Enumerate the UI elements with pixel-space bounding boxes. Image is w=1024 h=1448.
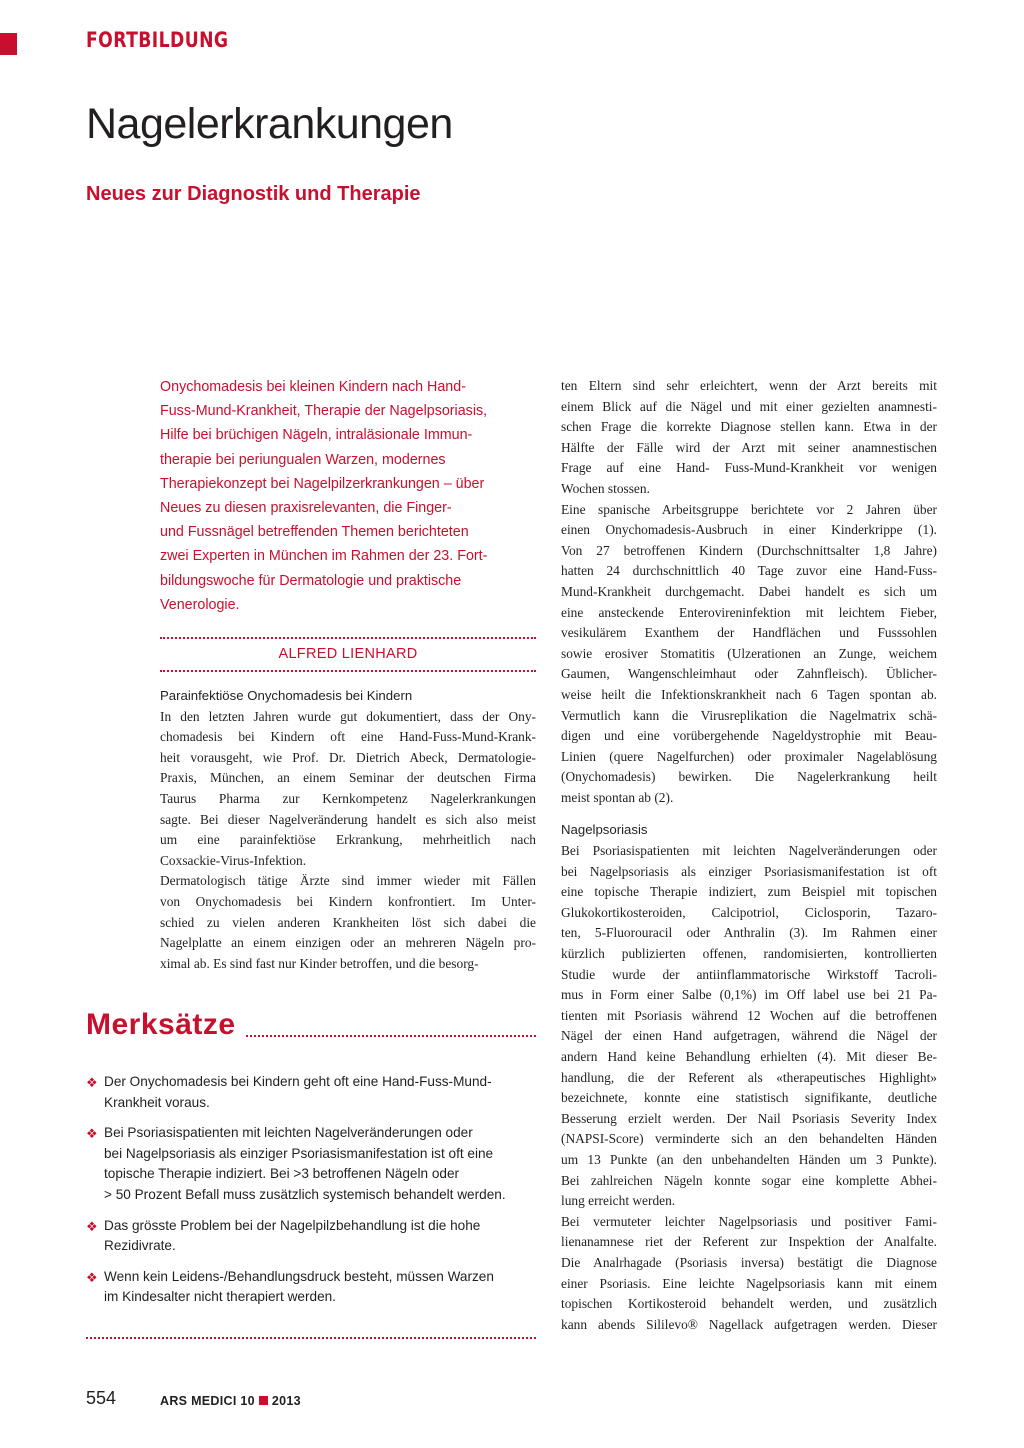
body-line: bei Nagelpsoriasis als einziger Psoriasismanifestation ist oft (561, 863, 937, 879)
magazine-year: 2013 (271, 1394, 301, 1408)
page-number: 554 (86, 1388, 117, 1408)
merksaetze-title-dots (246, 1035, 536, 1037)
body-line: Praxis, München, an einem Seminar der deutschen Firma (160, 770, 536, 786)
article-title: Nagelerkrankungen (86, 100, 453, 148)
body-line: Eine spanische Arbeitsgruppe berichtete vor 2 Jahren über (561, 501, 937, 517)
author-byline: ALFRED LIENHARD (278, 646, 418, 662)
body-line: andern Hand keine Behandlung erhielten (4). Mit dieser Be- (561, 1049, 937, 1064)
body-line: um eine parainfektiöse Erkrankung, mehrheitlich nach (160, 832, 536, 848)
body-line: kürzlich publizierten offenen, randomisierten, kontrollierten (561, 946, 937, 962)
lead-line: Fuss-Mund-Krankheit, Therapie der Nagelpsoriasis, (160, 403, 488, 420)
divider-dotted-bottom (160, 670, 536, 672)
body-line: Studie wurde der antiinflammatorische Wirkstoff Tacroli- (561, 966, 937, 982)
body-line: lienanamnese riet der Referent zur Inspektion der Analfalte. (561, 1234, 937, 1250)
article-subtitle: Neues zur Diagnostik und Therapie (86, 183, 421, 205)
body-line: tienten mit Psoriasis während 12 Wochen auf die betroffenen (561, 1007, 937, 1023)
body-line: einen Onychomadesis-Ausbruch in einer Kinderkrippe (1). (561, 522, 937, 538)
lead-line: Therapiekonzept bei Nagelpilzerkrankungen – über (160, 475, 485, 492)
merksaetze-title: Merksätze (86, 1008, 236, 1041)
body-line: Die Analrhagade (Psoriasis inversa) bestätigt die Diagnose (561, 1254, 937, 1270)
body-column-left (160, 686, 536, 974)
merksatz-line: Krankheit voraus. (104, 1094, 210, 1110)
body-line: schied zu vielen anderen Krankheiten löst sich dabei die (160, 914, 536, 930)
body-line: meist spontan ab (2). (561, 789, 674, 805)
diamond-bullet-icon: ❖ (86, 1126, 98, 1142)
body-line: handlung, die der Referent als «therapeutisches Highlight» (561, 1069, 937, 1085)
body-line: Linien (quere Nagelfurchen) oder proximaler Nagelablösung (561, 748, 937, 764)
body-line: von Onychomadesis bei Kindern konfrontiert. Im Unter- (160, 893, 536, 909)
merksatz-item (86, 1267, 538, 1308)
body-line: Bei zahlreichen Nägeln konnte sogar eine komplette Abhei- (561, 1172, 937, 1188)
body-line: Nägel der einen Hand aufgetragen, während die Nägel der (561, 1028, 937, 1044)
body-line: schen Frage die korrekte Diagnose stellen kann. Etwa in der (561, 419, 937, 435)
body-line: Mund-Krankheit durchgemacht. Dabei handelt es sich um (561, 583, 937, 599)
body-line: ten, 5-Fluorouracil oder Anthralin (3). Im Rahmen einer (561, 925, 937, 941)
diamond-bullet-icon: ❖ (86, 1075, 98, 1090)
body-line: ten Eltern sind sehr erleichtert, wenn der Arzt bereits mit (561, 378, 937, 393)
body-line: Hälfte der Fälle wird der Arzt mit seiner anamnestischen (561, 439, 937, 455)
body-line: Bei Psoriasispatienten mit leichten Nagelveränderungen oder (561, 843, 937, 859)
lead-line: therapie bei periungualen Warzen, modernes (160, 451, 446, 468)
lead-line: und Fussnägel betreffenden Themen berichteten (160, 524, 469, 541)
merksatz-line: bei Nagelpsoriasis als einziger Psoriasismanifestation ist oft eine (104, 1145, 494, 1161)
body-line: ximal ab. Es sind fast nur Kinder betroffen, und die besorg- (160, 955, 479, 971)
merksatz-line: topische Therapie indiziert. Bei >3 betroffenen Nägeln oder (104, 1166, 460, 1182)
lead-line: bildungswoche für Dermatologie und praktische (160, 572, 462, 589)
body-line: heit vorausgeht, wie Prof. Dr. Dietrich Abeck, Dermatologie- (160, 749, 536, 765)
body-line: lung erreicht werden. (561, 1193, 676, 1209)
body-line: um 13 Punkte (an den unbehandelten Händen um 3 Punkte). (561, 1151, 937, 1167)
body-line: Coxsackie-Virus-Infektion. (160, 852, 307, 868)
body-line: einer Psoriasis. Eine leichte Nagelpsoriasis kann mit einem (561, 1275, 937, 1291)
diamond-bullet-icon: ❖ (86, 1218, 98, 1234)
lead-line: Onychomadesis bei kleinen Kindern nach Hand- (160, 379, 466, 395)
section-marker (0, 33, 17, 55)
body-line: Nagelplatte an einem einzigen oder an mehreren Nägeln pro- (160, 935, 536, 951)
body-line: Frage auf eine Hand- Fuss-Mund-Krankheit vor wenigen (561, 460, 937, 476)
lead-line: Venerologie. (160, 596, 240, 613)
body-line: hatten 24 durchschnittlich 40 Tage zuvor eine Hand-Fuss- (561, 563, 937, 579)
magazine-issue (160, 1394, 301, 1408)
body-line: digen und eine vorübergehende Nageldystrophie mit Beau- (561, 728, 937, 744)
body-line: einem Blick auf die Nägel und mit einer gezielten anamnesti- (561, 398, 937, 414)
merksatz-line: Bei Psoriasispatienten mit leichten Nagelveränderungen oder (104, 1125, 473, 1141)
body-line: Wochen stossen. (561, 480, 650, 496)
merksatz-item (86, 1216, 538, 1257)
body-line: eine topische Therapie indiziert, zum Beispiel mit topischen (561, 884, 937, 900)
lead-paragraph (160, 375, 545, 617)
body-line: In den letzten Jahren wurde gut dokumentiert, dass der Ony- (160, 708, 536, 724)
merksatz-line: Wenn kein Leidens-/Behandlungsdruck besteht, müssen Warzen (104, 1268, 494, 1284)
section-heading-nagelpsoriasis: Nagelpsoriasis (561, 822, 648, 838)
body-line: topischen Kortikosteroid behandelt werden, und zusätzlich (561, 1296, 937, 1312)
body-line: Gaumen, Wangenschleimhaut oder Zahnfleisch). Üblicher- (561, 666, 937, 682)
merksatz-line: Das grösste Problem bei der Nagelpilzbehandlung ist die hohe (104, 1217, 481, 1233)
body-line: Vermutlich kann die Virusreplikation die Nagelmatrix schä- (561, 707, 937, 723)
merksatz-line: Der Onychomadesis bei Kindern geht oft eine Hand-Fuss-Mund- (104, 1074, 492, 1089)
body-line: mus in Form einer Salbe (0,1%) im Off label use bei 21 Pa- (561, 987, 937, 1003)
body-column-right (561, 376, 937, 1335)
merksatz-line: > 50 Prozent Befall muss zusätzlich systemisch behandelt werden. (104, 1186, 506, 1202)
divider-merksaetze-bottom (86, 1337, 536, 1339)
merksatz-line: im Kindesalter nicht therapiert werden. (104, 1289, 336, 1305)
body-line: kann abends Sililevo® Nagellack aufgetragen werden. Dieser (561, 1316, 937, 1332)
body-line: (NAPSI-Score) verminderte sich an den behandelten Händen (561, 1131, 937, 1147)
merksatz-item (86, 1123, 538, 1205)
body-line: eine ansteckende Enterovireninfektion mit leichtem Fieber, (561, 604, 937, 620)
body-line: sagte. Bei dieser Nagelveränderung handelt es sich also meist (160, 811, 536, 827)
body-line: Besserung erzielt werden. Der Nail Psoriasis Severity Index (561, 1110, 937, 1126)
merksatz-line: Rezidivrate. (104, 1238, 176, 1254)
divider-dotted-top (160, 637, 536, 639)
body-line: Dermatologisch tätige Ärzte sind immer wieder mit Fällen (160, 873, 536, 889)
section-heading-onychomadesis: Parainfektiöse Onychomadesis bei Kindern (160, 688, 413, 703)
lead-line: Neues zu diesen praxisrelevanten, die Finger- (160, 500, 452, 517)
lead-line: zwei Experten in München im Rahmen der 23. Fort- (160, 548, 488, 565)
body-line: Taurus Pharma zur Kernkompetenz Nagelerkrankungen (160, 790, 536, 806)
body-line: sowie erosiver Stomatitis (Ulzerationen an Zunge, weichem (561, 645, 937, 661)
body-line: Von 27 betroffenen Kindern (Durchschnittsalter 1,8 Jahre) (561, 542, 937, 558)
section-label: FORTBILDUNG (86, 28, 229, 52)
body-line: bezeichnete, konnte eine statistisch signifikante, deutliche (561, 1090, 937, 1106)
square-separator-icon (259, 1396, 268, 1405)
merksaetze-list (86, 1072, 538, 1318)
body-line: (Onychomadesis) bewirken. Die Nagelerkrankung heilt (561, 769, 937, 785)
body-line: Glukokortikosteroiden, Calcipotriol, Ciclosporin, Tazaro- (561, 904, 937, 920)
diamond-bullet-icon: ❖ (86, 1269, 98, 1285)
body-line: vesikulärem Exanthem der Handflächen und Fusssohlen (561, 625, 937, 641)
body-line: weise heilt die Infektionskrankheit nach 6 Tagen spontan ab. (561, 686, 937, 702)
merksatz-item (86, 1072, 538, 1113)
lead-line: Hilfe bei brüchigen Nägeln, intraläsionale Immun- (160, 427, 473, 444)
body-line: chomadesis bei Kindern oft eine Hand-Fuss-Mund-Krank- (160, 729, 536, 745)
magazine-name: ARS MEDICI 10 (160, 1394, 255, 1408)
body-line: Bei vermuteter leichter Nagelpsoriasis und positiver Fami- (561, 1213, 937, 1229)
